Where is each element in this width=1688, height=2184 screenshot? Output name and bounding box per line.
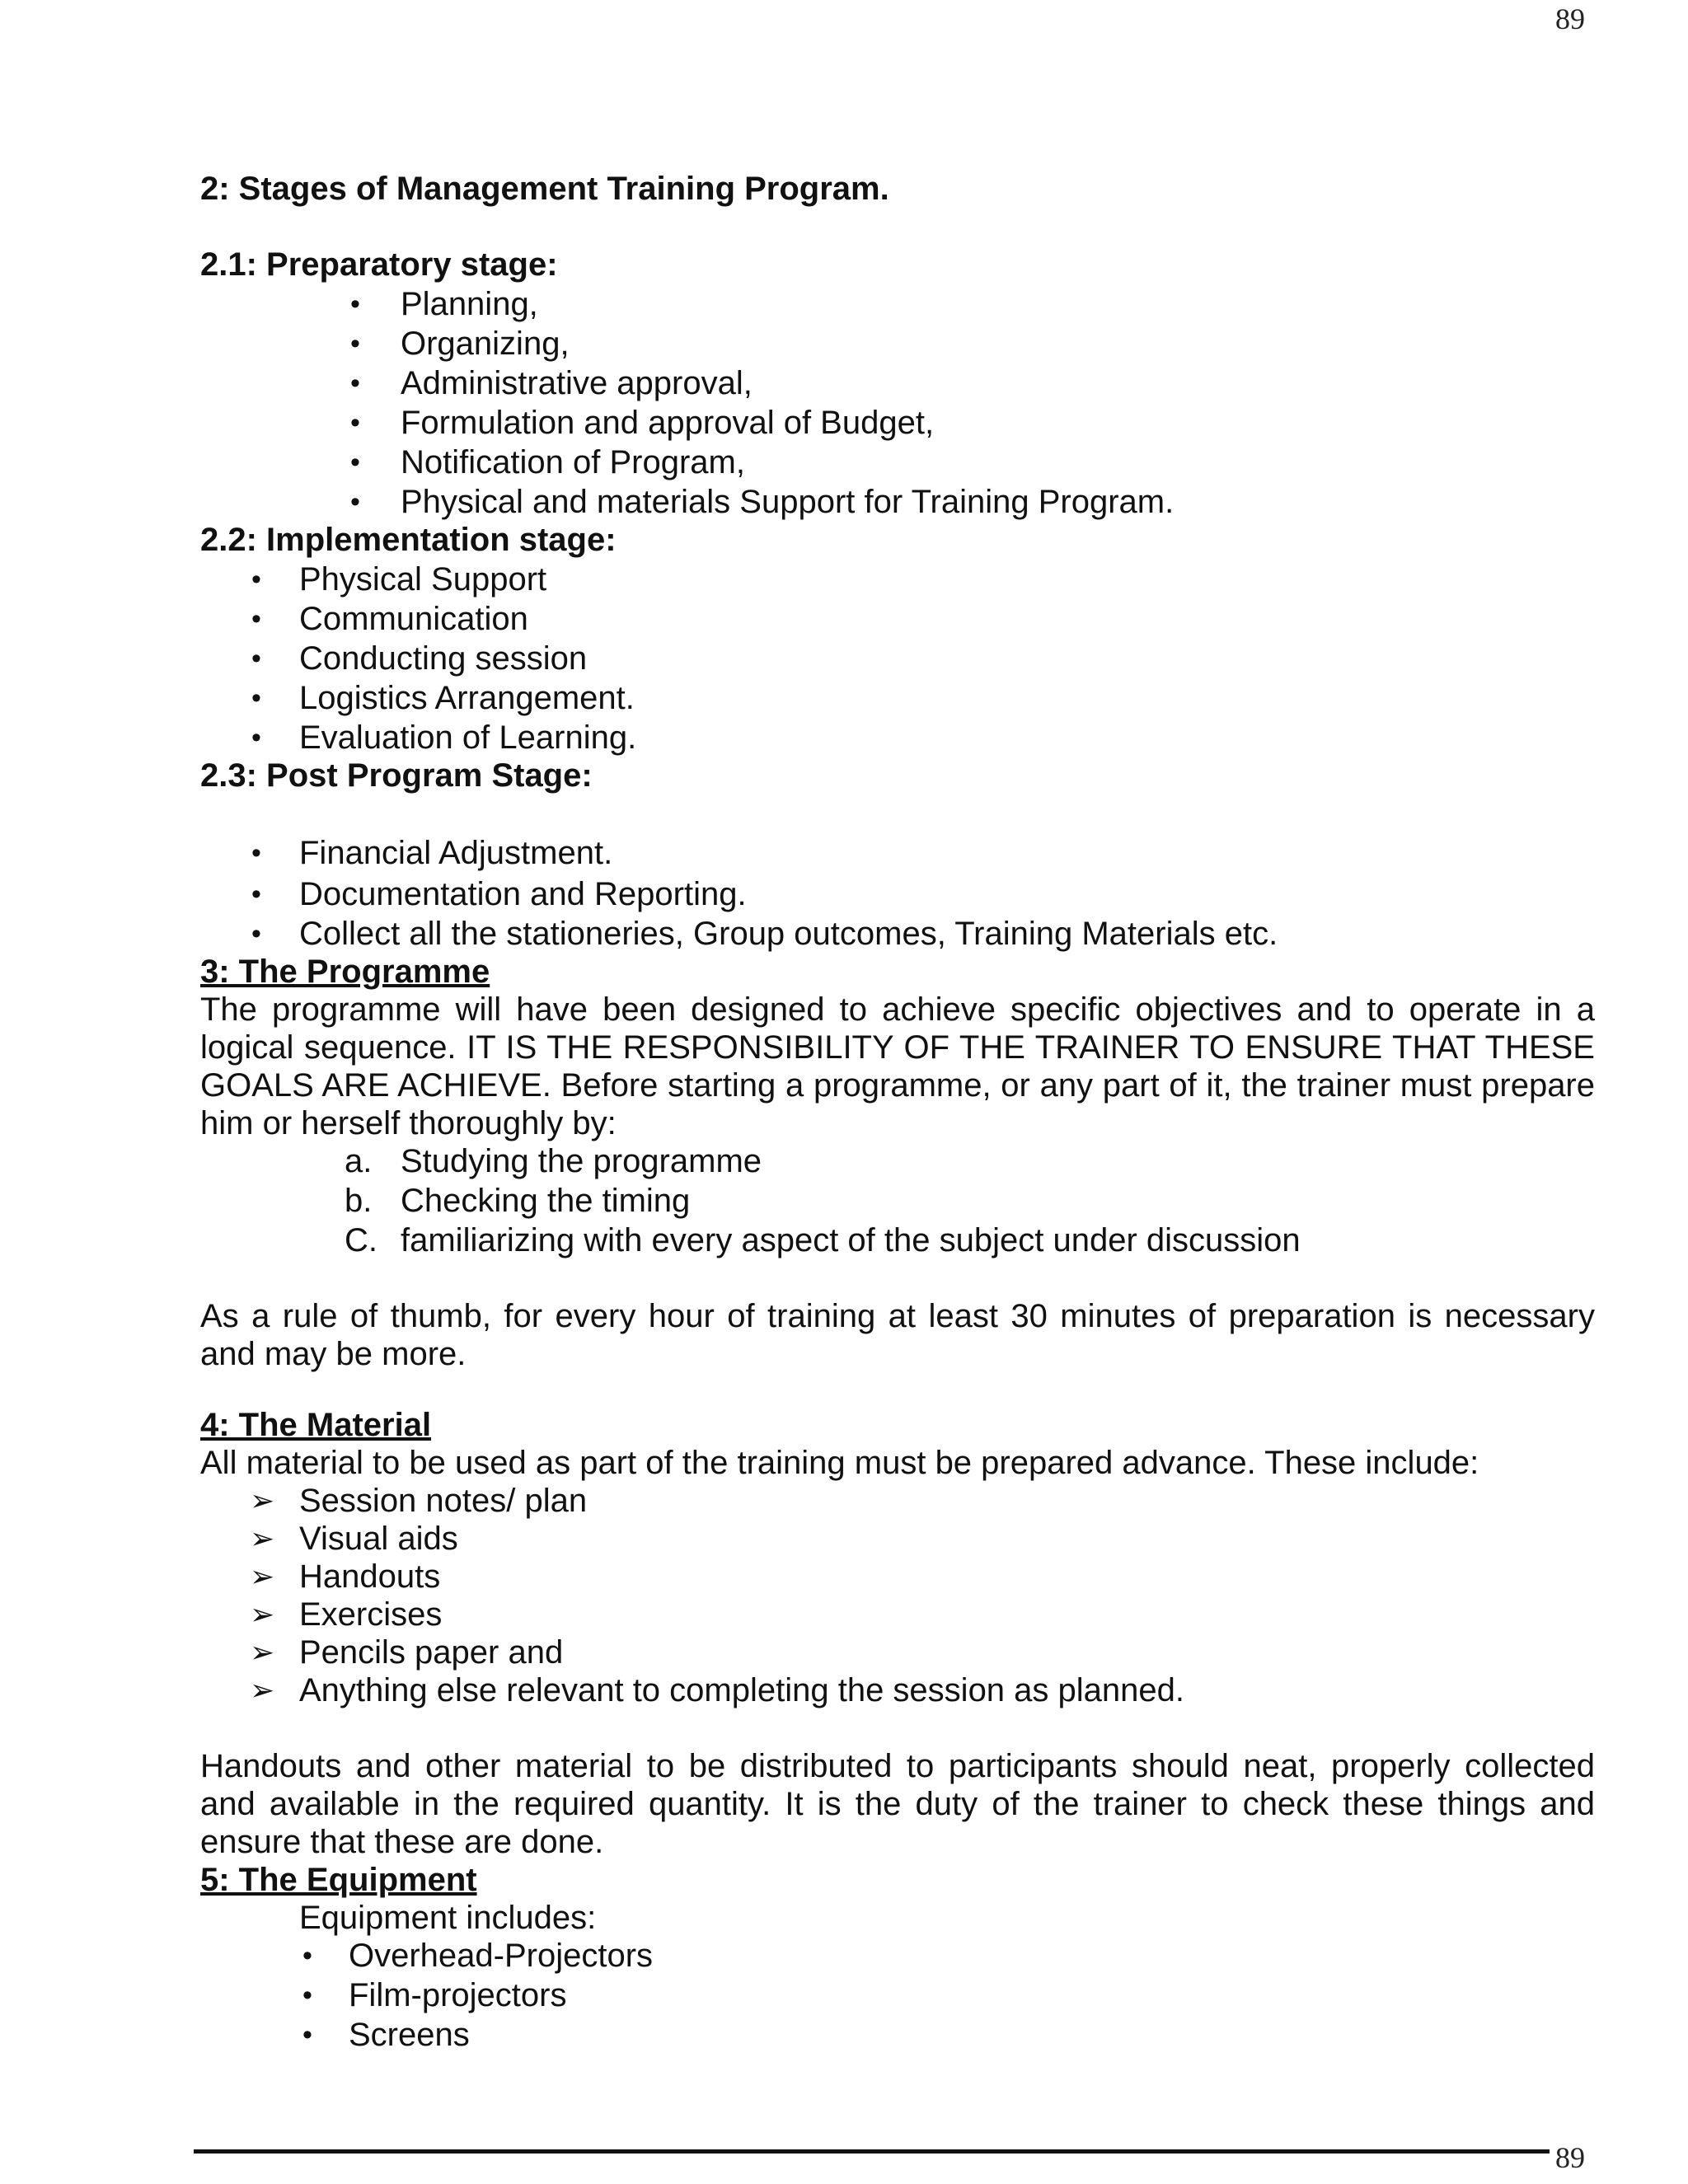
arrow-bullet-icon: ➢ xyxy=(250,1597,275,1631)
list-item: • Documentation and Reporting. xyxy=(251,876,747,912)
list-item: • Planning, xyxy=(350,286,538,322)
equipment-intro: Equipment includes: xyxy=(299,1900,597,1936)
list-item: • Logistics Arrangement. xyxy=(251,680,635,716)
bullet-icon: • xyxy=(251,837,261,869)
bullet-icon: • xyxy=(302,1940,312,1971)
footer-rule xyxy=(194,2149,1550,2154)
list-item: • Formulation and approval of Budget, xyxy=(350,405,935,441)
step-marker: a. xyxy=(345,1143,373,1179)
bullet-icon: • xyxy=(251,682,261,714)
page-number-top: 89 xyxy=(1555,2,1585,35)
section-4-heading: 4: The Material xyxy=(200,1407,432,1443)
page-number-bottom: 89 xyxy=(1555,2141,1585,2174)
section-2-1-heading: 2.1: Preparatory stage: xyxy=(200,246,558,283)
bullet-icon: • xyxy=(302,2019,312,2050)
arrow-bullet-icon: ➢ xyxy=(250,1559,275,1593)
list-item: • Communication xyxy=(251,601,528,637)
bullet-icon: • xyxy=(251,722,261,753)
list-item: ➢ Anything else relevant to completing the session as planned. xyxy=(250,1672,1185,1708)
bullet-icon: • xyxy=(251,564,261,595)
handouts-paragraph: Handouts and other material to be distributed to participants should neat, properly collected and available in the required quantity. It is the duty of the trainer to check these things and ensure that these are done. xyxy=(200,1748,1595,1860)
programme-paragraph: The programme will have been designed to achieve specific objectives and to operate in a logical sequence. IT IS THE RESPONSIBILITY OF THE TRAINER TO ENSURE THAT THESE GOALS ARE ACHIEVE. Before starting a programme, or any part of it, the trainer must prepare him or herself thoroughly by: xyxy=(200,991,1595,1141)
list-item: • Conducting session xyxy=(251,640,588,677)
bullet-icon: • xyxy=(350,486,360,518)
bullet-icon: • xyxy=(350,288,360,320)
list-item: • Organizing, xyxy=(350,326,570,362)
list-item: • Physical and materials Support for Training Program. xyxy=(350,484,1175,520)
list-item: • Physical Support xyxy=(251,561,547,598)
section-2-heading: 2: Stages of Management Training Program. xyxy=(200,171,889,207)
bullet-icon: • xyxy=(350,407,360,438)
section-5-heading: 5: The Equipment xyxy=(200,1862,477,1898)
section-2-3-heading: 2.3: Post Program Stage: xyxy=(200,757,593,794)
bullet-icon: • xyxy=(350,368,360,399)
material-list xyxy=(200,1482,1595,1709)
bullet-icon: • xyxy=(251,918,261,949)
preparation-steps xyxy=(200,1142,1595,1259)
step-marker: C. xyxy=(345,1222,377,1258)
list-item: ➢ Pencils paper and xyxy=(250,1634,564,1671)
section-3-heading: 3: The Programme xyxy=(200,954,490,990)
list-item: a. Studying the programme xyxy=(345,1143,762,1179)
post-program-list xyxy=(200,834,1595,953)
section-2-2-heading: 2.2: Implementation stage: xyxy=(200,522,617,558)
bullet-icon: • xyxy=(350,328,360,359)
rule-of-thumb-paragraph: As a rule of thumb, for every hour of training at least 30 minutes of preparation is necessary and may be more. xyxy=(200,1298,1595,1372)
list-item: C. familiarizing with every aspect of the subject under discussion xyxy=(345,1222,1301,1258)
equipment-list xyxy=(200,1937,1595,2054)
list-item: ➢ Session notes/ plan xyxy=(250,1483,588,1519)
bullet-icon: • xyxy=(302,1980,312,2011)
list-item: ➢ Visual aids xyxy=(250,1521,458,1557)
bullet-icon: • xyxy=(251,879,261,910)
list-item: • Notification of Program, xyxy=(350,444,745,480)
list-item: • Collect all the stationeries, Group outcomes, Training Materials etc. xyxy=(251,916,1278,952)
step-marker: b. xyxy=(345,1183,373,1219)
implementation-list xyxy=(200,560,1595,757)
arrow-bullet-icon: ➢ xyxy=(250,1483,275,1517)
list-item: • Screens xyxy=(302,2017,470,2053)
preparatory-list xyxy=(200,285,1595,521)
list-item: • Administrative approval, xyxy=(350,365,753,401)
list-item: ➢ Exercises xyxy=(250,1596,443,1633)
list-item: • Overhead-Projectors xyxy=(302,1938,654,1974)
bullet-icon: • xyxy=(251,603,261,635)
list-item: b. Checking the timing xyxy=(345,1183,691,1219)
list-item: • Financial Adjustment. xyxy=(251,835,613,871)
bullet-icon: • xyxy=(251,643,261,674)
list-item: • Evaluation of Learning. xyxy=(251,719,637,756)
arrow-bullet-icon: ➢ xyxy=(250,1673,275,1707)
arrow-bullet-icon: ➢ xyxy=(250,1521,275,1555)
arrow-bullet-icon: ➢ xyxy=(250,1635,275,1669)
material-intro: All material to be used as part of the training must be prepared advance. These include: xyxy=(200,1445,1479,1481)
bullet-icon: • xyxy=(350,447,360,478)
list-item: • Film-projectors xyxy=(302,1977,567,2013)
document-body xyxy=(200,170,1595,2054)
list-item: ➢ Handouts xyxy=(250,1558,441,1595)
